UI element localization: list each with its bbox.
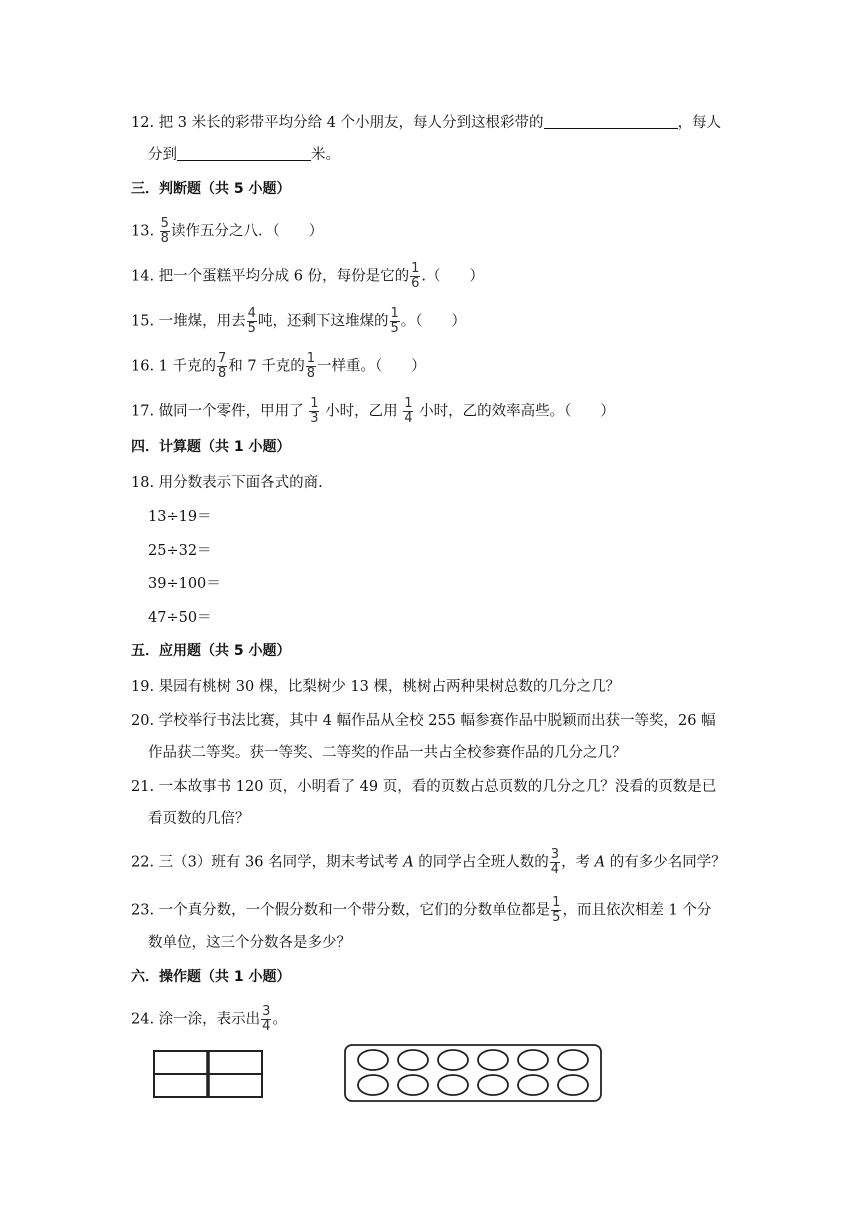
question-text: 一堆煤，用去 — [158, 313, 246, 330]
fraction: $\frac{1}{8}$ — [306, 351, 316, 381]
rectangle-grid-figure[interactable] — [152, 1049, 264, 1099]
question-number: 22. — [131, 854, 155, 871]
question-text: ，而且依次相差 1 个分 — [562, 902, 712, 919]
question-number: 18. — [131, 475, 155, 491]
fraction: $\frac{1}{6}$ — [411, 261, 420, 291]
question-text: .（ ） — [421, 268, 485, 285]
question-text: 米。 — [311, 147, 340, 163]
section-heading: 三．判断题（共 5 小题） — [131, 181, 291, 197]
calc-item: 47÷50＝ — [148, 610, 212, 626]
question-20-cont: 作品获二等奖。获一等奖、二等奖的作品一共占全校参赛作品的几分之几？ — [148, 745, 627, 761]
section-heading: 六．操作题（共 1 小题） — [131, 969, 291, 985]
question-24 — [131, 1005, 287, 1034]
question-number: 12. — [131, 115, 155, 131]
fraction: $\frac{1}{5}$ — [552, 895, 561, 925]
question-text: 和 7 千克的 — [228, 358, 305, 375]
oval[interactable] — [438, 1075, 468, 1095]
question-21 — [131, 776, 716, 798]
question-text: 。 — [272, 1011, 287, 1028]
fraction: $\frac{1}{4}$ — [404, 396, 413, 426]
question-text: 分到 — [148, 147, 177, 163]
question-text: 读作五分之八．（ ） — [170, 223, 324, 240]
fraction: $\frac{7}{8}$ — [218, 351, 227, 381]
oval[interactable] — [358, 1075, 388, 1095]
fraction: $\frac{5}{8}$ — [160, 216, 169, 246]
question-12-cont — [148, 144, 340, 166]
question-text: 的有多少名同学？ — [609, 854, 726, 871]
question-number: 13. — [131, 223, 155, 240]
grid-cell — [208, 1051, 262, 1074]
fraction: $\frac{1}{3}$ — [310, 396, 319, 426]
question-text: 小时，乙用 — [325, 403, 398, 420]
answer-blank[interactable] — [177, 146, 311, 161]
ovals-figure[interactable] — [343, 1043, 603, 1103]
oval[interactable] — [518, 1075, 548, 1095]
calc-item: 13÷19＝ — [148, 509, 212, 525]
question-18 — [131, 472, 323, 494]
question-21-cont: 看页数的几倍？ — [148, 811, 250, 827]
question-text: 涂一涂，表示出 — [158, 1011, 261, 1028]
calc-item: 39÷100＝ — [148, 576, 221, 592]
question-number: 17. — [131, 403, 155, 420]
section-heading: 四．计算题（共 1 小题） — [131, 439, 291, 455]
question-text: 用分数表示下面各式的商. — [158, 475, 323, 491]
question-number: 16. — [131, 358, 155, 375]
question-number: 19. — [131, 679, 155, 695]
question-text: 学校举行书法比赛，其中 4 幅作品从全校 255 幅参赛作品中脱颖而出获一等奖，26 幅 — [158, 713, 716, 729]
oval[interactable] — [558, 1075, 588, 1095]
question-number: 21. — [131, 779, 155, 795]
question-text: 三（3）班有 36 名同学，期末考试考 — [158, 854, 399, 871]
question-16 — [131, 352, 426, 381]
fraction: $\frac{3}{4}$ — [550, 847, 560, 877]
question-number: 20. — [131, 713, 155, 729]
question-text: 把一个蛋糕平均分成 6 份，每份是它的 — [158, 268, 410, 285]
question-19 — [131, 676, 620, 698]
question-text: 一样重。（ ） — [317, 358, 426, 375]
oval[interactable] — [398, 1050, 428, 1070]
grid-cell — [154, 1074, 208, 1097]
oval[interactable] — [398, 1075, 428, 1095]
question-number: 23. — [131, 902, 155, 919]
question-text: 1 千克的 — [158, 358, 217, 375]
question-23-cont: 数单位，这三个分数各是多少？ — [148, 935, 351, 951]
question-text: 一个真分数，一个假分数和一个带分数，它们的分数单位都是 — [158, 902, 551, 919]
grid-cell — [154, 1051, 208, 1074]
question-20 — [131, 710, 716, 732]
oval[interactable] — [438, 1050, 468, 1070]
question-text: ，每人 — [677, 115, 722, 131]
oval[interactable] — [478, 1075, 508, 1095]
question-15 — [131, 307, 466, 336]
question-number: 15. — [131, 313, 155, 330]
fraction: $\frac{3}{4}$ — [262, 1004, 271, 1034]
calc-item: 25÷32＝ — [148, 543, 212, 559]
question-text: ，考 — [561, 854, 591, 871]
fraction: $\frac{4}{5}$ — [247, 306, 256, 336]
question-number: 14. — [131, 268, 155, 285]
section-heading: 五．应用题（共 5 小题） — [131, 643, 291, 659]
question-text: 的同学占全班人数的 — [418, 854, 549, 871]
question-text: 果园有桃树 30 棵，比梨树少 13 棵，桃树占两种果树总数的几分之几？ — [158, 679, 621, 695]
question-12 — [131, 112, 721, 134]
question-14 — [131, 262, 484, 291]
question-13 — [131, 217, 323, 246]
question-text: 把 3 米长的彩带平均分给 4 个小朋友，每人分到这根彩带的 — [158, 115, 544, 131]
question-text: 一本故事书 120 页，小明看了 49 页，看的页数占总页数的几分之几？没看的页数是已 — [158, 779, 717, 795]
oval[interactable] — [518, 1050, 548, 1070]
grid-cell — [208, 1074, 262, 1097]
question-text: 做同一个零件，甲用了 — [158, 403, 304, 420]
fraction: $\frac{1}{5}$ — [390, 306, 399, 336]
question-text: 小时，乙的效率高些。（ ） — [419, 403, 615, 420]
answer-blank[interactable] — [544, 114, 678, 129]
oval[interactable] — [358, 1050, 388, 1070]
question-text: 。（ ） — [400, 313, 466, 330]
variable: A — [403, 854, 414, 871]
question-23 — [131, 896, 711, 925]
question-17 — [131, 397, 615, 426]
question-22 — [131, 848, 726, 877]
question-number: 24. — [131, 1011, 155, 1028]
oval[interactable] — [558, 1050, 588, 1070]
variable: A — [594, 854, 606, 871]
oval[interactable] — [478, 1050, 508, 1070]
question-text: 吨，还剩下这堆煤的 — [257, 313, 389, 330]
